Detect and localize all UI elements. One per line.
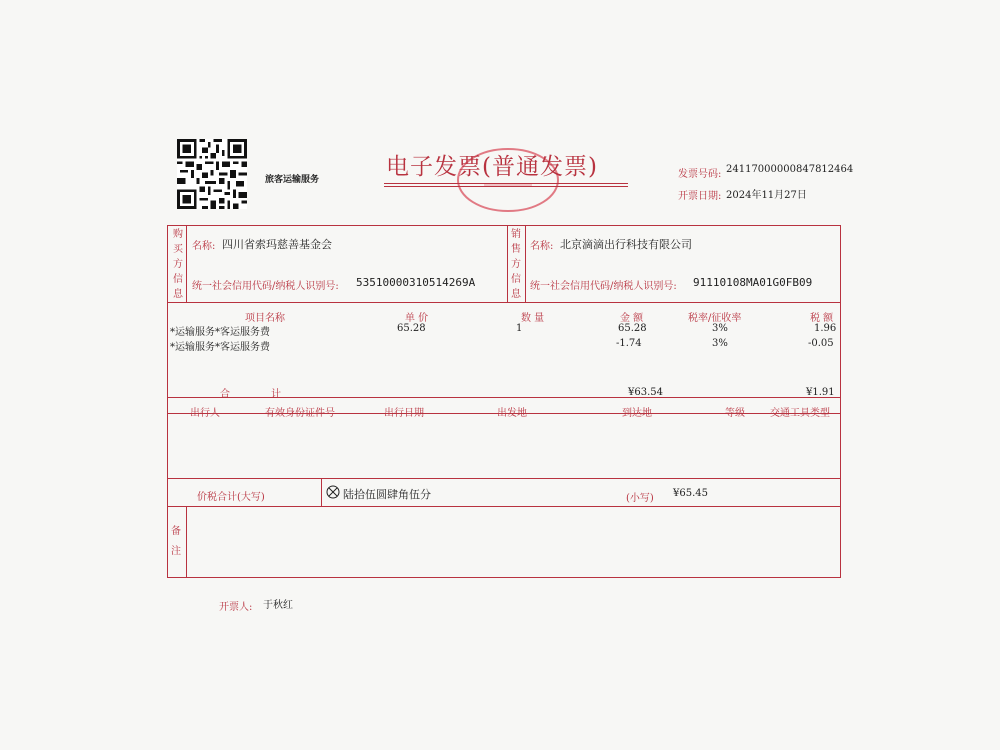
buyer-section-char: 息 <box>173 289 183 300</box>
seller-name: 北京滴滴出行科技有限公司 <box>560 238 692 251</box>
col-header-travel-date: 出行日期 <box>384 408 424 419</box>
col-header-to: 到达地 <box>622 408 652 419</box>
grand-total-small-label: (小写) <box>626 493 654 504</box>
buyer-name-label: 名称: <box>192 241 216 252</box>
total-tax: ¥1.91 <box>806 387 835 398</box>
item-unit-price: 65.28 <box>397 323 426 334</box>
issuer-name: 于秋红 <box>263 600 293 611</box>
buyer-section-char: 买 <box>173 244 183 255</box>
grand-total-small-value: ¥65.45 <box>673 488 708 499</box>
col-header-qty: 数 量 <box>521 313 545 324</box>
cross-circle-icon <box>326 485 340 499</box>
buyer-tax-label: 统一社会信用代码/纳税人识别号: <box>192 281 339 292</box>
total-label-part: 合 <box>220 389 230 400</box>
seller-section-char: 信 <box>511 274 521 285</box>
item-name: *运输服务*客运服务费 <box>170 342 270 353</box>
item-amount: -1.74 <box>616 338 642 349</box>
buyer-tax-id: 53510000310514269A <box>356 276 476 289</box>
seller-section-char: 销 <box>511 229 521 240</box>
item-qty: 1 <box>516 323 523 334</box>
seller-section-char: 方 <box>511 259 521 270</box>
col-header-class: 等级 <box>725 408 745 419</box>
seller-tax-id: 91110108MA01G0FB09 <box>693 276 813 289</box>
col-header-unit-price: 单 价 <box>405 313 429 324</box>
issue-date-label: 开票日期: <box>678 191 722 202</box>
item-rate: 3% <box>712 323 728 334</box>
col-header-traveler: 出行人 <box>190 408 220 419</box>
issue-date: 2024年11月27日 <box>726 190 807 201</box>
col-header-vehicle: 交通工具类型 <box>770 408 830 419</box>
col-header-amount: 金 额 <box>620 313 644 324</box>
qr-code-icon <box>177 139 247 209</box>
buyer-name: 四川省索玛慈善基金会 <box>222 238 332 251</box>
grand-total-label: 价税合计(大写) <box>197 492 265 503</box>
seller-name-label: 名称: <box>530 241 554 252</box>
remarks-label-char: 注 <box>171 546 181 557</box>
buyer-section-char: 信 <box>173 274 183 285</box>
service-type-label: 旅客运输服务 <box>265 175 320 185</box>
item-rate: 3% <box>712 338 728 349</box>
buyer-section-char: 购 <box>173 229 183 240</box>
item-amount: 65.28 <box>618 323 647 334</box>
invoice-number: 24117000000847812464 <box>726 164 854 175</box>
item-name: *运输服务*客运服务费 <box>170 327 270 338</box>
col-header-from: 出发地 <box>497 408 527 419</box>
col-header-id-no: 有效身份证件号 <box>265 408 335 419</box>
item-tax: -0.05 <box>808 338 834 349</box>
invoice-number-label: 发票号码: <box>678 169 722 180</box>
total-amount: ¥63.54 <box>628 387 663 398</box>
invoice-title: 电子发票(普通发票) <box>386 154 598 180</box>
seller-section-char: 息 <box>511 289 521 300</box>
col-header-rate: 税率/征收率 <box>688 313 742 324</box>
grand-total-words: 陆拾伍圆肆角伍分 <box>343 488 431 501</box>
issuer-label: 开票人: <box>219 602 253 613</box>
col-header-item-name: 项目名称 <box>245 313 285 324</box>
remarks-label-char: 备 <box>171 526 181 537</box>
seller-section-char: 售 <box>511 244 521 255</box>
seller-tax-label: 统一社会信用代码/纳税人识别号: <box>530 281 677 292</box>
total-label-part: 计 <box>271 389 281 400</box>
item-tax: 1.96 <box>814 323 837 334</box>
col-header-tax: 税 额 <box>810 313 834 324</box>
buyer-section-char: 方 <box>173 259 183 270</box>
